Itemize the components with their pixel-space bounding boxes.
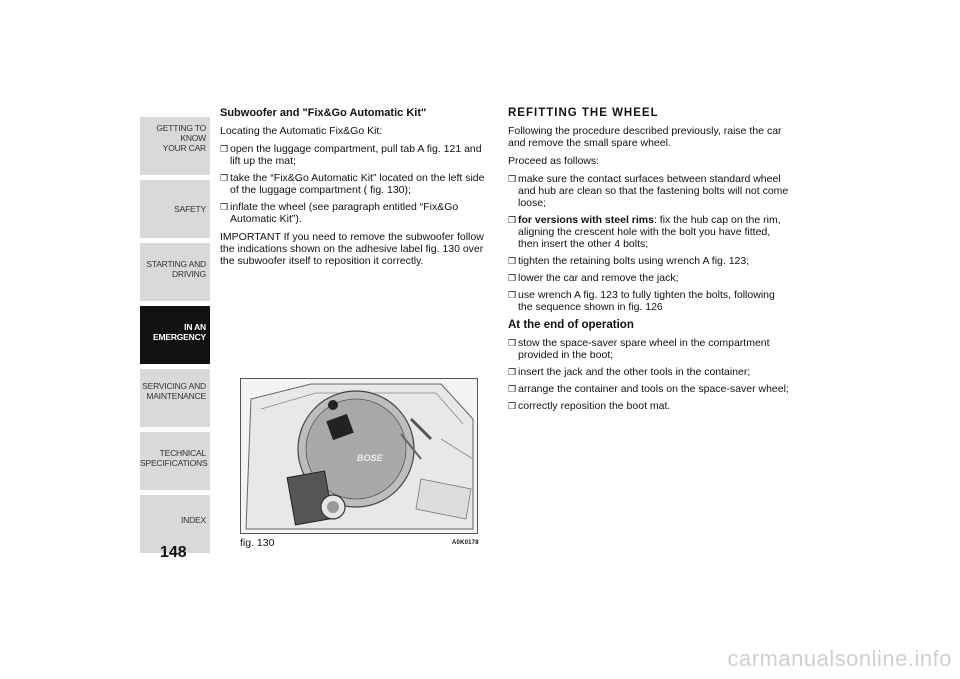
list-item: ❒ open the luggage compartment, pull tab A fig. 121 and lift up the mat; — [220, 143, 482, 167]
left-column — [220, 107, 488, 273]
list-item: ❒ inflate the wheel (see paragraph entitled “Fix&Go Automatic Kit”). — [220, 201, 459, 225]
checkbox-bullet-icon: ❒ — [220, 173, 229, 183]
right-column — [508, 107, 790, 418]
tab-safety[interactable] — [140, 180, 210, 238]
list-item: ❒ take the “Fix&Go Automatic Kit” located on the left side of the luggage compartment ( fig. 130); — [220, 172, 485, 196]
checkbox-bullet-icon: ❒ — [508, 273, 517, 283]
tab-servicing-and-maintenance[interactable] — [140, 369, 210, 427]
checkbox-bullet-icon: ❒ — [508, 174, 517, 184]
checkbox-bullet-icon: ❒ — [508, 215, 517, 225]
tab-label-line2: MAINTENANCE — [146, 391, 206, 401]
subheading: At the end of operation — [508, 319, 634, 331]
tab-label-line1: IN AN — [184, 322, 206, 332]
tab-label-line1: SERVICING AND — [142, 381, 206, 391]
checkbox-bullet-icon: ❒ — [508, 384, 517, 394]
list-item: ❒ for versions with steel rims: fix the hub cap on the rim, aligning the crescent hole with the bolt you have fitted, then insert the other 4 bolts; — [508, 214, 781, 250]
luggage-compartment-drawing — [241, 379, 477, 533]
tab-label-line1: TECHNICAL — [159, 448, 206, 458]
tab-starting-and-driving[interactable] — [140, 243, 210, 301]
section-title: REFITTING THE WHEEL — [508, 107, 659, 119]
tab-label-line2: YOUR CAR — [162, 143, 206, 153]
list-item: ❒ stow the space-saver spare wheel in the compartment provided in the boot; — [508, 337, 770, 361]
figure-130-illustration — [240, 378, 478, 534]
tab-label-line1: STARTING AND — [146, 259, 206, 269]
section-heading: Subwoofer and "Fix&Go Automatic Kit" — [220, 107, 427, 119]
tab-label-line2: EMERGENCY — [153, 332, 206, 342]
figure-code: A0K0178 — [452, 540, 479, 546]
list-item: ❒ correctly reposition the boot mat. — [508, 400, 671, 412]
list-item: ❒ lower the car and remove the jack; — [508, 272, 679, 284]
checkbox-bullet-icon: ❒ — [220, 202, 229, 212]
intro-text: Following the procedure described previously, raise the car and remove the small spare wheel. — [508, 125, 782, 149]
checkbox-bullet-icon: ❒ — [220, 144, 229, 154]
tab-label-line2: DRIVING — [171, 269, 206, 279]
procedure-list — [508, 173, 790, 313]
checkbox-bullet-icon: ❒ — [508, 367, 517, 377]
figure-label: fig. 130 — [240, 537, 275, 549]
checkbox-bullet-icon: ❒ — [508, 401, 517, 411]
list-item: ❒ use wrench A fig. 123 to fully tighten the bolts, following the sequence shown in fig. 126 — [508, 289, 775, 313]
bose-logo: BOSE — [357, 453, 383, 463]
page-number: 148 — [160, 544, 187, 561]
tab-label-line1: INDEX — [181, 515, 206, 525]
bullet-list — [220, 143, 488, 225]
tab-label-line1: SAFETY — [174, 204, 206, 214]
tab-technical-specifications[interactable] — [140, 432, 210, 490]
tab-label-line1: GETTING TO KNOW — [156, 123, 206, 143]
proceed-text: Proceed as follows: — [508, 155, 600, 167]
intro-text: Locating the Automatic Fix&Go Kit: — [220, 125, 383, 137]
tab-in-an-emergency[interactable] — [140, 306, 210, 364]
checkbox-bullet-icon: ❒ — [508, 256, 517, 266]
checkbox-bullet-icon: ❒ — [508, 338, 517, 348]
watermark: carmanualsonline.info — [727, 646, 952, 671]
list-item: ❒ arrange the container and tools on the space-saver wheel; — [508, 383, 789, 395]
checkbox-bullet-icon: ❒ — [508, 290, 517, 300]
tab-label-line2: SPECIFICATIONS — [140, 458, 208, 468]
important-note: IMPORTANT If you need to remove the subwoofer follow the indications shown on the adhesive label fig. 130 over the subwoofer itself to reposition it correctly. — [220, 231, 484, 267]
tab-getting-to-know-your-car[interactable] — [140, 117, 210, 175]
list-item: ❒ insert the jack and the other tools in the container; — [508, 366, 751, 378]
end-of-operation-list — [508, 337, 790, 412]
list-item: ❒ tighten the retaining bolts using wrench A fig. 123; — [508, 255, 750, 267]
list-item: ❒ make sure the contact surfaces between standard wheel and hub are clean so that the fastening bolts will not come loose; — [508, 173, 789, 209]
emphasis-text: for versions with steel rims — [518, 214, 654, 226]
